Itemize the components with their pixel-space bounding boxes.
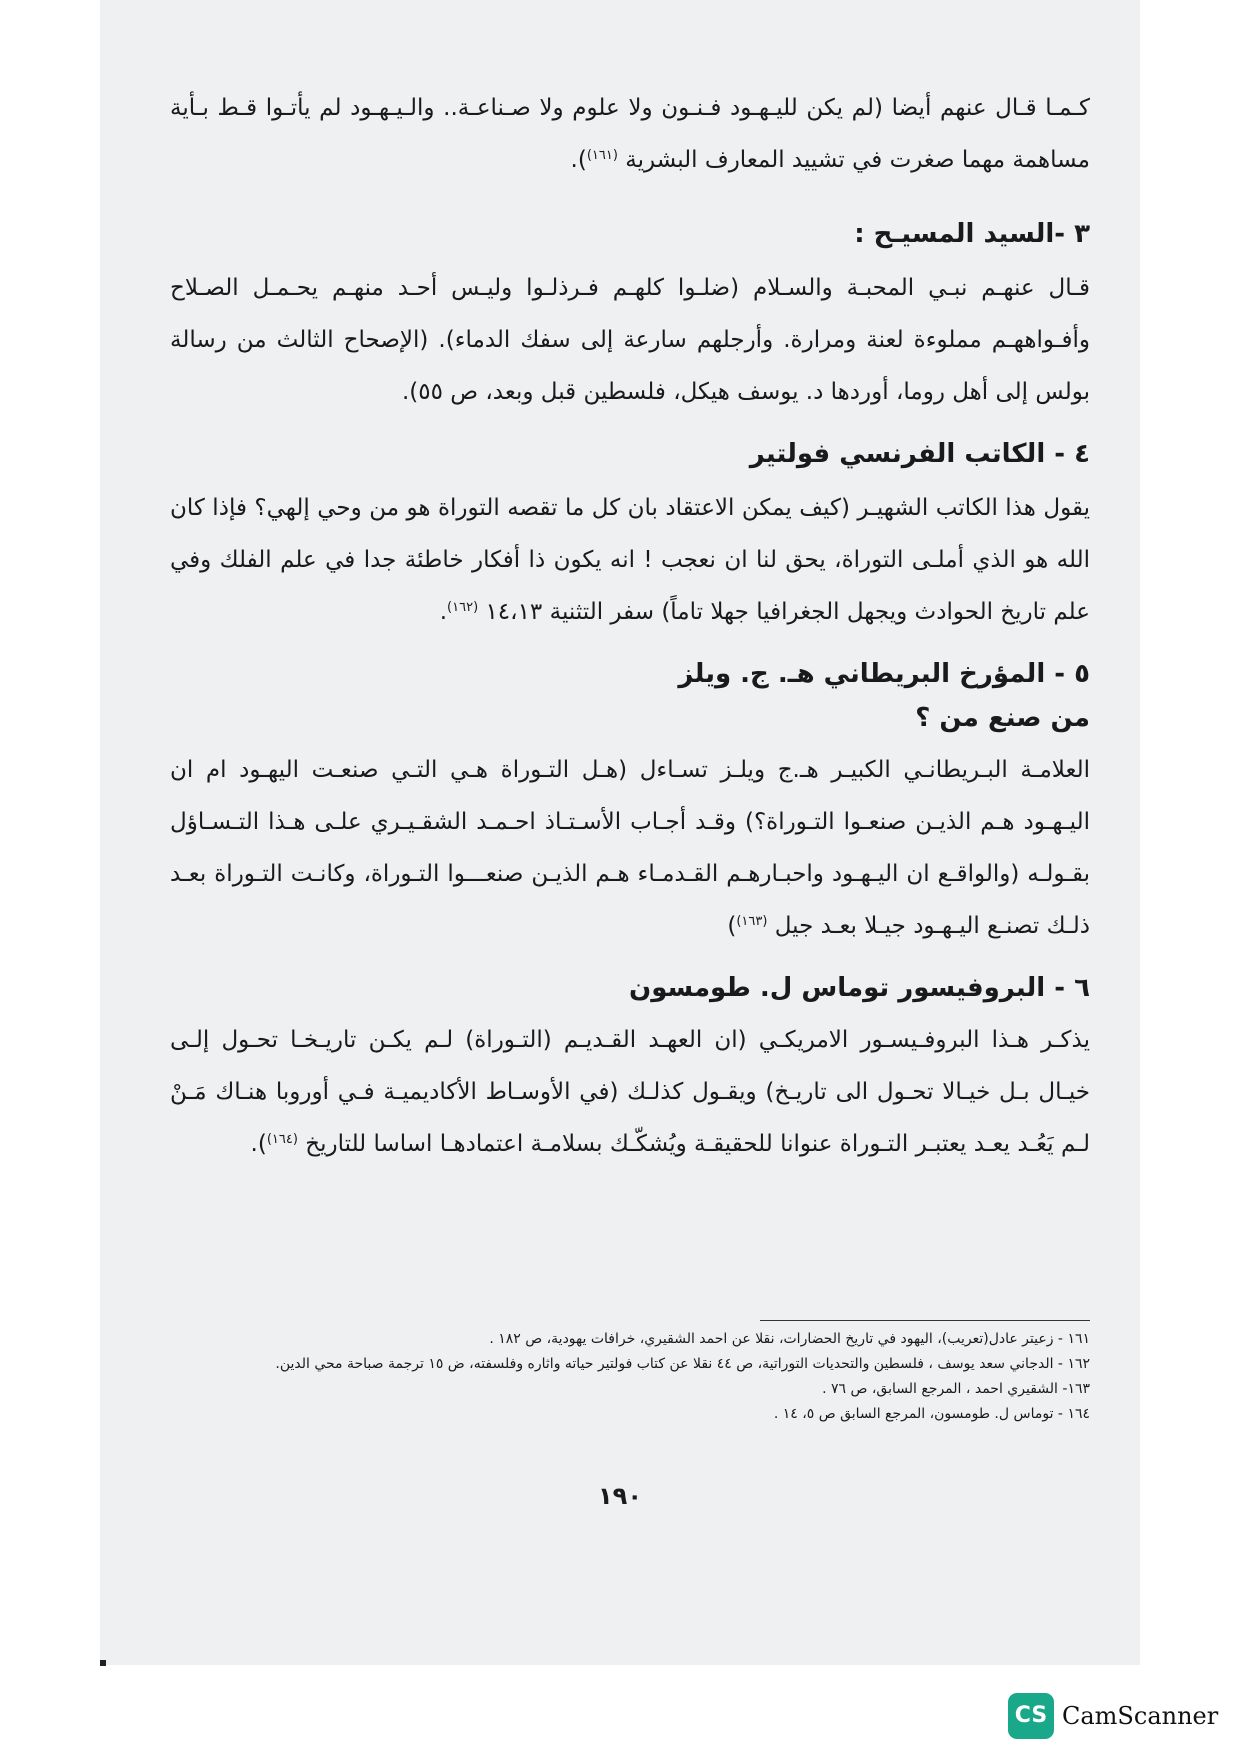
paragraph-3 xyxy=(170,482,1090,638)
paragraph-2 xyxy=(170,262,1090,418)
camscanner-brand: CamScanner xyxy=(1062,1702,1219,1730)
paragraph-text: العلامـة البـريطانـي الكبيـر هـ.ج ويلـز تسـاءل (هـل التـوراة هـي التـي صنعـت اليهـود ام ان اليـهـود هـم الذيـن صنعـوا التـوراة؟) وقـد أجـاب الأسـتـاذ احـمـد الشقـيـري علـى هـذا التـسـاؤل بقـولـه (والواقـع ان اليـهـود واحبـارهـم القـدمـاء هـم الذيـن صنعـــوا التـوراة، وكانـت التـوراة بعـد ذلـك تصنـع اليـهـود جيـلا بعـد جيل xyxy=(170,757,1090,939)
footnote-163: ١٦٣- الشقيري احمد ، المرجع السابق، ص ٧٦ . xyxy=(822,1381,1090,1397)
subheading-text: من صنع من ؟ xyxy=(915,703,1090,733)
footnotes xyxy=(170,1320,1090,1427)
section-heading-6 xyxy=(170,966,1090,1010)
paragraph-text: يقول هذا الكاتب الشهيـر (كيف يمكن الاعتقاد بان كل ما تقصه التوراة هو من وحي إلهي؟ فإذا كان الله هو الذي أملـى التوراة، يحق لنا ان نعجب ! انه يكون ذا أفكار خاطئة جدا في علم الفلك وفي علم تاريخ الحوادث ويجهل الجغرافيا جهلا تاماً) سفر التثنية ١٤،١٣ xyxy=(170,495,1090,625)
footnote-ref[interactable]: (١٦١) xyxy=(586,148,618,163)
scan-edge-mark xyxy=(100,1660,106,1666)
paragraph-text: قـال عنهـم نبـي المحبـة والسـلام (ضلـوا كلهـم فـرذلـوا وليـس أحـد منهـم يحـمـل الصـلاح وأفـواههـم مملوءة لعنة ومرارة. وأرجلهم سارعة إلى سفك الدماء). (الإصحاح الثالث من رسالة بولس إلى أهل روما، أوردها د. يوسف هيكل، فلسطين قبل وبعد، ص ٥٥). xyxy=(170,275,1090,405)
camscanner-watermark xyxy=(1008,1693,1218,1739)
heading-text: ٦ - البروفيسور توماس ل. طومسون xyxy=(629,973,1090,1003)
footnote-divider xyxy=(760,1320,1090,1321)
footnote-ref[interactable]: (١٦٤) xyxy=(266,1132,298,1147)
paragraph-1 xyxy=(170,82,1090,186)
heading-text: ٣ -السيد المسيـح : xyxy=(854,219,1090,249)
heading-text: ٤ - الكاتب الفرنسي فولتير xyxy=(749,439,1090,469)
paragraph-end: ) xyxy=(727,913,737,939)
paragraph-4 xyxy=(170,744,1090,952)
paragraph-end: . xyxy=(439,599,448,625)
heading-text: ٥ - المؤرخ البريطاني هـ. ج. ويلز xyxy=(678,659,1090,689)
footnote-161: ١٦١ - زعيتر عادل(تعريب)، اليهود في تاريخ الحضارات، نقلا عن احمد الشقيري، خرافات يهودية، ص ١٨٢ . xyxy=(489,1331,1090,1347)
paragraph-end: ). xyxy=(570,147,587,173)
footnote-164: ١٦٤ - توماس ل. طومسون، المرجع السابق ص ٥، ١٤ . xyxy=(773,1406,1090,1422)
paragraph-end: ). xyxy=(250,1131,267,1157)
footnote-162: ١٦٢ - الدجاني سعد يوسف ، فلسطين والتحديات التوراتية، ص ٤٤ نقلا عن كتاب فولتير حياته واثاره وفلسفته، ض ١٥ ترجمة صباحة محي الدين. xyxy=(275,1356,1090,1372)
section-heading-4 xyxy=(170,432,1090,476)
camscanner-logo-icon: CS xyxy=(1008,1693,1054,1739)
paragraph-text: يذكـر هـذا البروفـيسـور الامريكـي (ان العهـد القـديـم (التـوراة) لـم يكـن تاريـخـا تحـول إلـى خيـال بـل خيـالا تحـول الى تاريـخ) ويقـول كذلـك (في الأوسـاط الأكاديميـة فـي أوروبا هنـاك مَـنْ لـم يَعُـد يعـد يعتبـر التـوراة عنوانا للحقيقـة ويُشكّـك بسلامـة اعتمادهـا اساسا للتاريخ xyxy=(170,1027,1090,1157)
section-heading-3 xyxy=(170,212,1090,256)
section-heading-5 xyxy=(170,652,1090,740)
paragraph-text: كـمـا قـال عنهم أيضا (لم يكن لليـهـود فـنـون ولا علوم ولا صـناعـة.. والـيـهـود لم يأتـوا قـط بـأية مساهمة مهما صغرت في تشييد المعارف البشرية xyxy=(170,95,1090,173)
page-number: ١٩٠ xyxy=(598,1482,642,1510)
footnote-ref[interactable]: (١٦٢) xyxy=(447,600,479,615)
paragraph-5 xyxy=(170,1014,1090,1170)
footnote-ref[interactable]: (١٦٣) xyxy=(736,914,768,929)
